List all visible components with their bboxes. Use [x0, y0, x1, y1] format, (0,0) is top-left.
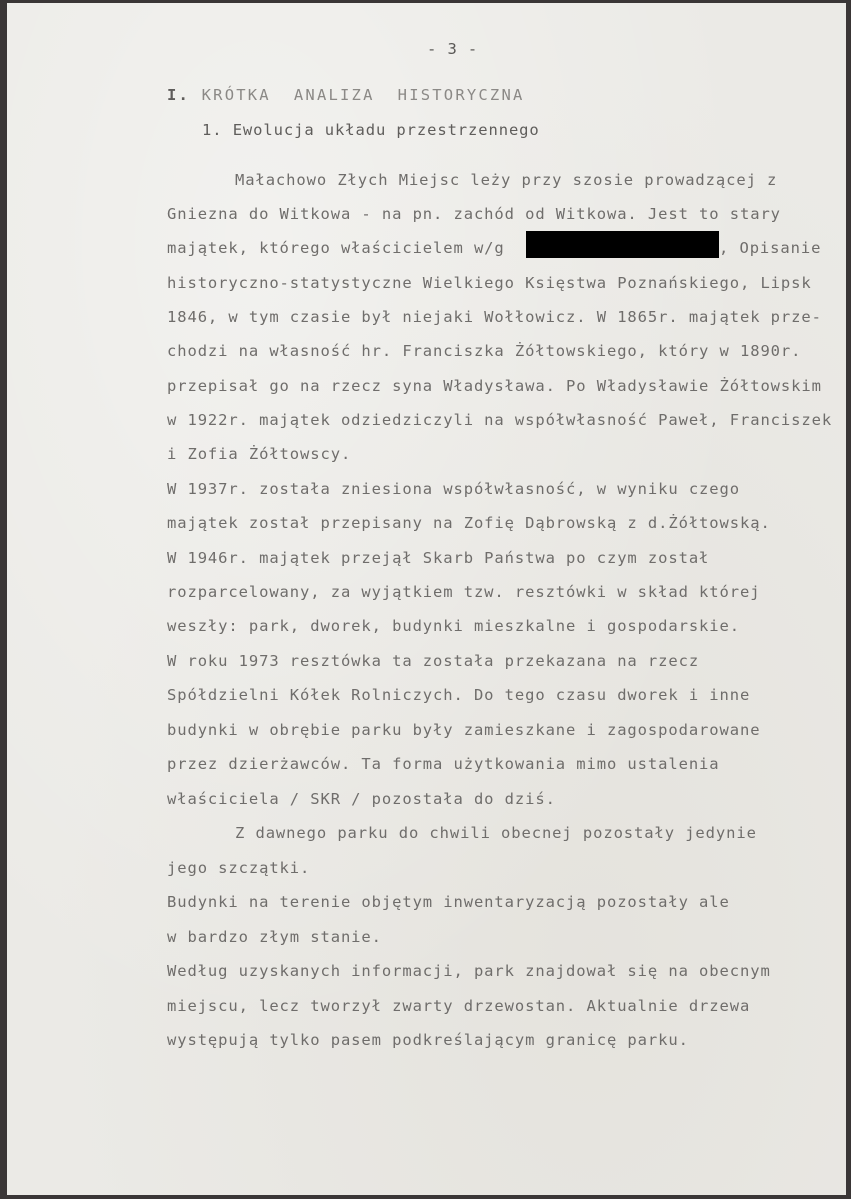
- subsection-heading: 1. Ewolucja układu przestrzennego: [202, 121, 540, 139]
- document-page: [7, 3, 846, 1195]
- paragraph-line: występują tylko pasem podkreślającym granicę parku.: [167, 1031, 689, 1049]
- paragraph-line: majątek został przepisany na Zofię Dąbrowską z d.Żółtowską.: [167, 514, 771, 532]
- paragraph-line: majątek, którego właścicielem w/g: [167, 239, 505, 257]
- paragraph-line: właściciela / SKR / pozostała do dziś.: [167, 790, 556, 808]
- paragraph-line: chodzi na własność hr. Franciszka Żółtowskiego, który w 1890r.: [167, 342, 802, 360]
- paragraph-line: historyczno-statystyczne Wielkiego Księstwa Poznańskiego, Lipsk: [167, 274, 812, 292]
- paragraph-line: budynki w obrębie parku były zamieszkane i zagospodarowane: [167, 721, 761, 739]
- paragraph-line: 1846, w tym czasie był niejaki Wołłowicz. W 1865r. majątek prze-: [167, 308, 822, 326]
- page-number: - 3 -: [427, 40, 479, 58]
- paragraph-line: miejscu, lecz tworzył zwarty drzewostan. Aktualnie drzewa: [167, 997, 751, 1015]
- paragraph-line: Według uzyskanych informacji, park znajdował się na obecnym: [167, 962, 771, 980]
- paragraph-line: W roku 1973 resztówka ta została przekazana na rzecz: [167, 652, 700, 670]
- paragraph-line: Gniezna do Witkowa - na pn. zachód od Witkowa. Jest to stary: [167, 205, 781, 223]
- paragraph-line: przepisał go na rzecz syna Władysława. Po Władysławie Żółtowskim: [167, 377, 822, 395]
- paragraph-line: w bardzo złym stanie.: [167, 928, 382, 946]
- paragraph-line-continuation: , Opisanie: [719, 239, 822, 257]
- section-heading: [167, 85, 525, 105]
- section-numeral: I.: [167, 86, 191, 104]
- section-title: KRÓTKA ANALIZA HISTORYCZNA: [201, 86, 525, 104]
- paragraph-line: W 1946r. majątek przejął Skarb Państwa po czym został: [167, 549, 710, 567]
- paragraph-line: i Zofia Żółtowscy.: [167, 445, 352, 463]
- paragraph-line: w 1922r. majątek odziedziczyli na współwłasność Paweł, Franciszek: [167, 411, 833, 429]
- paragraph-line: jego szczątki.: [167, 859, 311, 877]
- redaction-bar: [526, 231, 719, 258]
- paragraph-line: Spółdzielni Kółek Rolniczych. Do tego czasu dworek i inne: [167, 686, 751, 704]
- paragraph-line: przez dzierżawców. Ta forma użytkowania mimo ustalenia: [167, 755, 720, 773]
- paragraph-line: rozparcelowany, za wyjątkiem tzw. resztówki w skład której: [167, 583, 761, 601]
- paragraph-line: Budynki na terenie objętym inwentaryzacją pozostały ale: [167, 893, 730, 911]
- paragraph-line: Z dawnego parku do chwili obecnej pozostały jedynie: [235, 824, 757, 842]
- paragraph-line: Małachowo Złych Miejsc leży przy szosie prowadzącej z: [235, 171, 778, 189]
- paragraph-line: weszły: park, dworek, budynki mieszkalne i gospodarskie.: [167, 617, 740, 635]
- paragraph-line: W 1937r. została zniesiona współwłasność, w wyniku czego: [167, 480, 740, 498]
